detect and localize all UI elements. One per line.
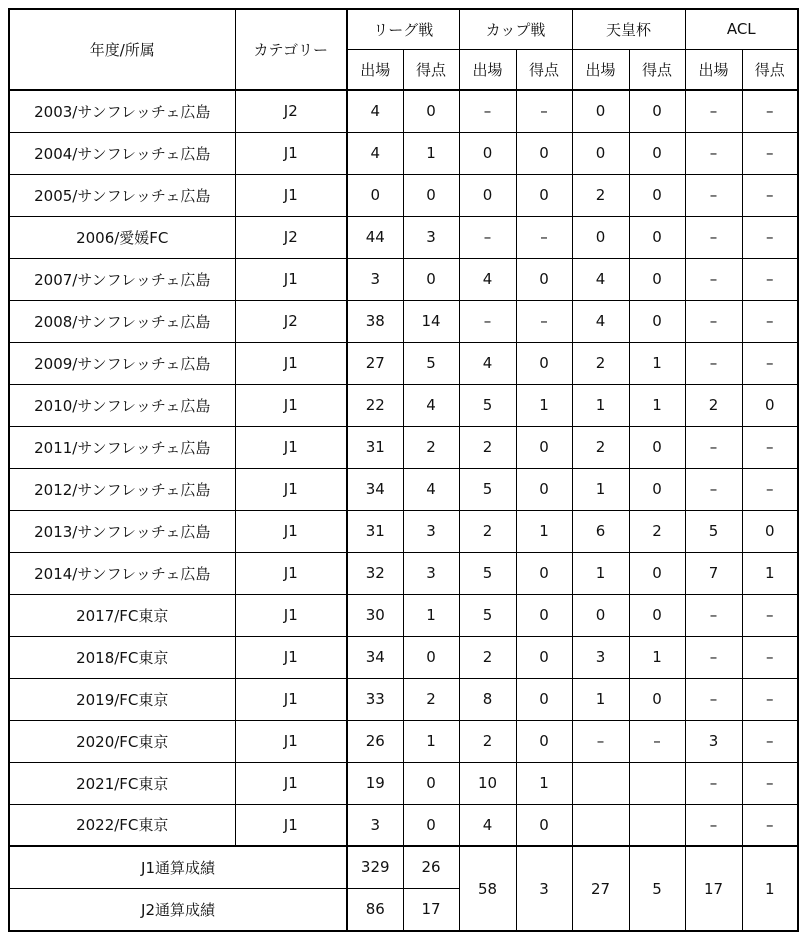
cup-apps-cell: 0: [459, 174, 516, 216]
league-apps-cell: 34: [347, 468, 403, 510]
cup-goals-cell: 0: [516, 468, 572, 510]
league-goals-cell: 3: [403, 510, 459, 552]
league-apps-cell: 22: [347, 384, 403, 426]
table-row: [9, 510, 798, 552]
total-cup-apps: 58: [459, 846, 516, 931]
header-league-apps: 出場: [347, 49, 403, 90]
acl-apps-cell: –: [685, 678, 742, 720]
acl-goals-cell: –: [742, 804, 798, 846]
acl-goals-cell: –: [742, 762, 798, 804]
total-cup-goals: 3: [516, 846, 572, 931]
category-cell: J1: [235, 678, 347, 720]
acl-apps-cell: –: [685, 174, 742, 216]
category-cell: J1: [235, 804, 347, 846]
season-team-cell: 2008/サンフレッチェ広島: [9, 300, 235, 342]
table-row: [9, 762, 798, 804]
emperors-cup-goals-cell: –: [629, 720, 685, 762]
cup-apps-cell: 0: [459, 132, 516, 174]
league-goals-cell: 0: [403, 804, 459, 846]
cup-apps-cell: 5: [459, 552, 516, 594]
emperors-cup-goals-cell: 1: [629, 384, 685, 426]
season-team-cell: 2006/愛媛FC: [9, 216, 235, 258]
cup-goals-cell: 0: [516, 636, 572, 678]
header-cup-goals: 得点: [516, 49, 572, 90]
table-row: [9, 300, 798, 342]
league-goals-cell: 14: [403, 300, 459, 342]
total-j2-label: J2通算成績: [9, 888, 347, 931]
total-j2-league-goals: 17: [403, 888, 459, 931]
cup-apps-cell: 5: [459, 468, 516, 510]
acl-goals-cell: –: [742, 636, 798, 678]
acl-goals-cell: –: [742, 258, 798, 300]
cup-goals-cell: –: [516, 300, 572, 342]
total-acl-apps: 17: [685, 846, 742, 931]
emperors-cup-goals-cell: 0: [629, 468, 685, 510]
league-apps-cell: 27: [347, 342, 403, 384]
emperors-cup-goals-cell: 0: [629, 426, 685, 468]
emperors-cup-apps-cell: 6: [572, 510, 629, 552]
cup-goals-cell: 0: [516, 594, 572, 636]
career-stats-table-wrapper: [8, 8, 799, 932]
acl-apps-cell: –: [685, 342, 742, 384]
league-goals-cell: 0: [403, 762, 459, 804]
league-goals-cell: 0: [403, 258, 459, 300]
season-team-cell: 2022/FC東京: [9, 804, 235, 846]
cup-apps-cell: 4: [459, 342, 516, 384]
emperors-cup-goals-cell: [629, 762, 685, 804]
league-goals-cell: 1: [403, 594, 459, 636]
acl-goals-cell: –: [742, 468, 798, 510]
emperors-cup-apps-cell: 1: [572, 384, 629, 426]
emperors-cup-goals-cell: [629, 804, 685, 846]
league-goals-cell: 4: [403, 468, 459, 510]
league-goals-cell: 3: [403, 216, 459, 258]
emperors-cup-apps-cell: 4: [572, 300, 629, 342]
category-cell: J1: [235, 174, 347, 216]
league-apps-cell: 34: [347, 636, 403, 678]
header-acl-apps: 出場: [685, 49, 742, 90]
emperors-cup-goals-cell: 0: [629, 258, 685, 300]
table-row: [9, 384, 798, 426]
cup-goals-cell: 1: [516, 762, 572, 804]
cup-goals-cell: 1: [516, 384, 572, 426]
acl-goals-cell: –: [742, 594, 798, 636]
acl-apps-cell: –: [685, 132, 742, 174]
league-apps-cell: 4: [347, 90, 403, 132]
season-team-cell: 2018/FC東京: [9, 636, 235, 678]
emperors-cup-apps-cell: –: [572, 720, 629, 762]
cup-goals-cell: 0: [516, 552, 572, 594]
total-j2-league-apps: 86: [347, 888, 403, 931]
season-team-cell: 2020/FC東京: [9, 720, 235, 762]
table-row: [9, 174, 798, 216]
acl-goals-cell: –: [742, 90, 798, 132]
cup-apps-cell: 10: [459, 762, 516, 804]
header-acl: ACL: [685, 9, 798, 49]
cup-apps-cell: –: [459, 90, 516, 132]
acl-goals-cell: 0: [742, 384, 798, 426]
header-cup-apps: 出場: [459, 49, 516, 90]
cup-goals-cell: –: [516, 216, 572, 258]
total-emperors-cup-goals: 5: [629, 846, 685, 931]
cup-goals-cell: 1: [516, 510, 572, 552]
season-team-cell: 2007/サンフレッチェ広島: [9, 258, 235, 300]
season-team-cell: 2004/サンフレッチェ広島: [9, 132, 235, 174]
emperors-cup-goals-cell: 0: [629, 90, 685, 132]
acl-apps-cell: –: [685, 426, 742, 468]
cup-goals-cell: 0: [516, 132, 572, 174]
acl-goals-cell: 1: [742, 552, 798, 594]
league-goals-cell: 2: [403, 426, 459, 468]
league-goals-cell: 1: [403, 720, 459, 762]
acl-apps-cell: –: [685, 468, 742, 510]
league-apps-cell: 19: [347, 762, 403, 804]
emperors-cup-goals-cell: 2: [629, 510, 685, 552]
season-team-cell: 2003/サンフレッチェ広島: [9, 90, 235, 132]
emperors-cup-goals-cell: 0: [629, 300, 685, 342]
season-team-cell: 2005/サンフレッチェ広島: [9, 174, 235, 216]
header-category: カテゴリー: [235, 9, 347, 90]
cup-apps-cell: –: [459, 216, 516, 258]
league-goals-cell: 0: [403, 90, 459, 132]
emperors-cup-goals-cell: 1: [629, 636, 685, 678]
league-goals-cell: 1: [403, 132, 459, 174]
season-team-cell: 2010/サンフレッチェ広島: [9, 384, 235, 426]
cup-goals-cell: 0: [516, 720, 572, 762]
header-league: リーグ戦: [347, 9, 459, 49]
cup-apps-cell: 4: [459, 804, 516, 846]
acl-goals-cell: –: [742, 678, 798, 720]
acl-apps-cell: –: [685, 300, 742, 342]
emperors-cup-apps-cell: [572, 762, 629, 804]
table-row: [9, 552, 798, 594]
category-cell: J1: [235, 636, 347, 678]
league-apps-cell: 30: [347, 594, 403, 636]
emperors-cup-apps-cell: [572, 804, 629, 846]
total-j1-league-goals: 26: [403, 846, 459, 888]
league-goals-cell: 5: [403, 342, 459, 384]
career-stats-table: [8, 8, 799, 932]
acl-goals-cell: 0: [742, 510, 798, 552]
acl-apps-cell: –: [685, 258, 742, 300]
header-season-team: 年度/所属: [9, 9, 235, 90]
header-cup: カップ戦: [459, 9, 572, 49]
category-cell: J1: [235, 342, 347, 384]
acl-goals-cell: –: [742, 300, 798, 342]
category-cell: J1: [235, 552, 347, 594]
table-row: [9, 216, 798, 258]
cup-apps-cell: 5: [459, 384, 516, 426]
category-cell: J1: [235, 468, 347, 510]
emperors-cup-apps-cell: 0: [572, 216, 629, 258]
emperors-cup-apps-cell: 0: [572, 90, 629, 132]
table-row: [9, 468, 798, 510]
cup-goals-cell: 0: [516, 342, 572, 384]
emperors-cup-apps-cell: 2: [572, 426, 629, 468]
acl-apps-cell: 7: [685, 552, 742, 594]
league-goals-cell: 0: [403, 174, 459, 216]
cup-goals-cell: –: [516, 90, 572, 132]
table-row: [9, 90, 798, 132]
cup-apps-cell: 4: [459, 258, 516, 300]
table-header: [9, 9, 798, 90]
category-cell: J2: [235, 216, 347, 258]
totals-section: [9, 846, 798, 931]
table-row: [9, 678, 798, 720]
league-apps-cell: 33: [347, 678, 403, 720]
acl-apps-cell: –: [685, 594, 742, 636]
emperors-cup-goals-cell: 1: [629, 342, 685, 384]
emperors-cup-apps-cell: 1: [572, 468, 629, 510]
acl-goals-cell: –: [742, 132, 798, 174]
cup-apps-cell: 5: [459, 594, 516, 636]
cup-goals-cell: 0: [516, 258, 572, 300]
emperors-cup-apps-cell: 4: [572, 258, 629, 300]
acl-goals-cell: –: [742, 342, 798, 384]
league-apps-cell: 3: [347, 258, 403, 300]
category-cell: J2: [235, 300, 347, 342]
acl-goals-cell: –: [742, 216, 798, 258]
emperors-cup-goals-cell: 0: [629, 678, 685, 720]
header-acl-goals: 得点: [742, 49, 798, 90]
total-emperors-cup-apps: 27: [572, 846, 629, 931]
league-apps-cell: 0: [347, 174, 403, 216]
total-j1-label: J1通算成績: [9, 846, 347, 888]
season-team-cell: 2009/サンフレッチェ広島: [9, 342, 235, 384]
cup-apps-cell: –: [459, 300, 516, 342]
acl-apps-cell: –: [685, 762, 742, 804]
table-row: [9, 720, 798, 762]
emperors-cup-apps-cell: 0: [572, 594, 629, 636]
emperors-cup-apps-cell: 2: [572, 342, 629, 384]
emperors-cup-goals-cell: 0: [629, 552, 685, 594]
league-apps-cell: 38: [347, 300, 403, 342]
league-apps-cell: 3: [347, 804, 403, 846]
acl-apps-cell: –: [685, 90, 742, 132]
acl-apps-cell: 3: [685, 720, 742, 762]
emperors-cup-goals-cell: 0: [629, 174, 685, 216]
category-cell: J1: [235, 384, 347, 426]
cup-goals-cell: 0: [516, 174, 572, 216]
category-cell: J2: [235, 90, 347, 132]
header-emperors-cup-apps: 出場: [572, 49, 629, 90]
category-cell: J1: [235, 510, 347, 552]
cup-apps-cell: 2: [459, 426, 516, 468]
table-row: [9, 132, 798, 174]
category-cell: J1: [235, 132, 347, 174]
total-j1-league-apps: 329: [347, 846, 403, 888]
acl-apps-cell: 5: [685, 510, 742, 552]
season-team-cell: 2012/サンフレッチェ広島: [9, 468, 235, 510]
emperors-cup-apps-cell: 1: [572, 552, 629, 594]
league-apps-cell: 31: [347, 426, 403, 468]
acl-apps-cell: 2: [685, 384, 742, 426]
table-row: [9, 636, 798, 678]
cup-goals-cell: 0: [516, 426, 572, 468]
season-team-cell: 2011/サンフレッチェ広島: [9, 426, 235, 468]
season-team-cell: 2019/FC東京: [9, 678, 235, 720]
league-apps-cell: 4: [347, 132, 403, 174]
emperors-cup-apps-cell: 3: [572, 636, 629, 678]
table-row: [9, 804, 798, 846]
league-goals-cell: 3: [403, 552, 459, 594]
header-league-goals: 得点: [403, 49, 459, 90]
cup-goals-cell: 0: [516, 678, 572, 720]
acl-apps-cell: –: [685, 216, 742, 258]
emperors-cup-apps-cell: 1: [572, 678, 629, 720]
cup-apps-cell: 2: [459, 510, 516, 552]
league-goals-cell: 0: [403, 636, 459, 678]
header-emperors-cup-goals: 得点: [629, 49, 685, 90]
category-cell: J1: [235, 720, 347, 762]
league-apps-cell: 31: [347, 510, 403, 552]
acl-goals-cell: –: [742, 720, 798, 762]
acl-goals-cell: –: [742, 426, 798, 468]
season-team-cell: 2017/FC東京: [9, 594, 235, 636]
emperors-cup-goals-cell: 0: [629, 132, 685, 174]
cup-apps-cell: 2: [459, 720, 516, 762]
league-goals-cell: 4: [403, 384, 459, 426]
cup-apps-cell: 8: [459, 678, 516, 720]
cup-goals-cell: 0: [516, 804, 572, 846]
league-apps-cell: 26: [347, 720, 403, 762]
league-goals-cell: 2: [403, 678, 459, 720]
season-team-cell: 2021/FC東京: [9, 762, 235, 804]
header-emperors-cup: 天皇杯: [572, 9, 685, 49]
acl-apps-cell: –: [685, 804, 742, 846]
season-team-cell: 2013/サンフレッチェ広島: [9, 510, 235, 552]
cup-apps-cell: 2: [459, 636, 516, 678]
acl-goals-cell: –: [742, 174, 798, 216]
league-apps-cell: 44: [347, 216, 403, 258]
category-cell: J1: [235, 426, 347, 468]
table-row: [9, 426, 798, 468]
season-team-cell: 2014/サンフレッチェ広島: [9, 552, 235, 594]
table-row: [9, 342, 798, 384]
emperors-cup-goals-cell: 0: [629, 594, 685, 636]
category-cell: J1: [235, 258, 347, 300]
category-cell: J1: [235, 594, 347, 636]
table-body: [9, 90, 798, 846]
emperors-cup-apps-cell: 0: [572, 132, 629, 174]
table-row: [9, 594, 798, 636]
table-row: [9, 258, 798, 300]
total-acl-goals: 1: [742, 846, 798, 931]
league-apps-cell: 32: [347, 552, 403, 594]
acl-apps-cell: –: [685, 636, 742, 678]
category-cell: J1: [235, 762, 347, 804]
emperors-cup-apps-cell: 2: [572, 174, 629, 216]
emperors-cup-goals-cell: 0: [629, 216, 685, 258]
